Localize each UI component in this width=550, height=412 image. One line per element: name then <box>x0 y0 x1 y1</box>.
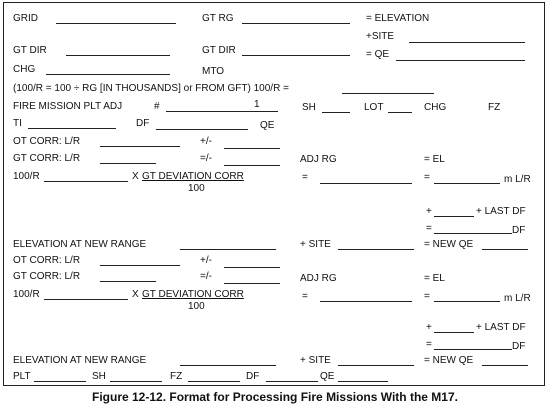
hundred-r-label-2: 100/R <box>13 289 40 300</box>
plus-label-2: + <box>426 322 432 333</box>
gt-rg-label: GT RG <box>202 13 234 24</box>
ot-corr-pm-field[interactable] <box>224 148 280 149</box>
df-field-bottom[interactable] <box>266 381 318 382</box>
ti-label: TI <box>13 118 22 129</box>
gt-rg-field[interactable] <box>242 23 350 24</box>
ot-corr-label: OT CORR: L/R <box>13 136 81 147</box>
lot-label: LOT <box>364 102 384 113</box>
qe-field[interactable] <box>396 60 525 61</box>
gt-corr-field[interactable] <box>100 163 156 164</box>
chg-label: CHG <box>13 64 36 75</box>
gt-dir-label-left: GT DIR <box>13 45 47 56</box>
site-field[interactable] <box>409 42 525 43</box>
elevation-new-range-label: ELEVATION AT NEW RANGE <box>13 239 147 250</box>
hundred-label: 100 <box>188 183 205 194</box>
gt-deviation-corr-label-2: GT DEVIATION CORR <box>142 289 244 300</box>
fz-label: FZ <box>488 102 501 113</box>
gt-corr-label-2: GT CORR: L/R <box>13 271 81 282</box>
plus-site-field[interactable] <box>338 249 414 250</box>
gt-dir-field-right[interactable] <box>242 55 350 56</box>
qe-label-bottom: QE <box>320 371 335 382</box>
fz-label-bottom: FZ <box>170 371 183 382</box>
chg-label-2: CHG <box>424 102 447 113</box>
last-df-label: + LAST DF <box>476 206 526 217</box>
qe-label-2: QE <box>260 120 275 131</box>
adj-rg-result-field-2[interactable] <box>320 301 412 302</box>
hundred-r-field-2[interactable] <box>44 299 128 300</box>
plt-field[interactable] <box>34 381 86 382</box>
mto-label: MTO <box>202 66 225 77</box>
hundred-r-field[interactable] <box>44 181 128 182</box>
plus-field-2[interactable] <box>434 332 474 333</box>
hundred-label-2: 100 <box>188 301 205 312</box>
eq3-label-2: = <box>426 339 432 350</box>
ti-field[interactable] <box>28 128 116 129</box>
fire-mission-label: FIRE MISSION PLT ADJ <box>13 101 123 112</box>
adj-rg-label: ADJ RG <box>300 154 337 165</box>
ot-corr-pm-field-2[interactable] <box>224 267 280 268</box>
plus-site-label-2: + SITE <box>300 355 331 366</box>
df-result-field-2[interactable] <box>434 349 512 350</box>
eq3-label: = <box>426 223 432 234</box>
fire-mission-form <box>3 2 545 386</box>
new-qe-label-2: = NEW QE <box>424 355 474 366</box>
mission-number-value: 1 <box>254 99 260 110</box>
ot-corr-field-2[interactable] <box>100 265 180 266</box>
elevation-new-range-label-2: ELEVATION AT NEW RANGE <box>13 355 147 366</box>
gt-deviation-corr-label: GT DEVIATION CORR <box>142 171 244 182</box>
eq2-label: = <box>424 172 430 183</box>
qe-label: = QE <box>366 49 390 60</box>
df-result-field[interactable] <box>434 233 512 234</box>
df-label: DF <box>136 118 150 129</box>
plus-minus-label: +/- <box>200 136 212 147</box>
plus-label: + <box>426 206 432 217</box>
sh-label-bottom: SH <box>92 371 106 382</box>
x-label: X <box>132 171 139 182</box>
elevation-label: = ELEVATION <box>366 13 430 24</box>
plus-site-label: + SITE <box>300 239 331 250</box>
eq2-label-2: = <box>424 291 430 302</box>
df-result-label: DF <box>512 225 526 236</box>
x-label-2: X <box>132 289 139 300</box>
grid-label: GRID <box>13 13 38 24</box>
hash-label: # <box>154 101 160 112</box>
plus-site-field-2[interactable] <box>338 365 414 366</box>
m-lr-label-2: m L/R <box>504 293 531 304</box>
grid-field[interactable] <box>56 23 176 24</box>
eq1-label-2: = <box>302 291 308 302</box>
mission-number-field[interactable] <box>166 111 278 112</box>
m-lr-label: m L/R <box>504 174 531 185</box>
mlr-field-2[interactable] <box>434 301 500 302</box>
site-label: +SITE <box>366 31 395 42</box>
eq1-label: = <box>302 172 308 183</box>
ot-corr-label-2: OT CORR: L/R <box>13 255 81 266</box>
adj-rg-result-field[interactable] <box>320 183 412 184</box>
gt-dir-field-left[interactable] <box>66 55 170 56</box>
sh-label: SH <box>302 102 316 113</box>
plus-minus-label-2: +/- <box>200 255 212 266</box>
chg-field[interactable] <box>46 74 170 75</box>
sh-field-bottom[interactable] <box>110 381 162 382</box>
new-qe-field[interactable] <box>482 249 528 250</box>
last-df-label-2: + LAST DF <box>476 322 526 333</box>
gt-corr-pm-field-2[interactable] <box>224 283 280 284</box>
new-qe-label: = NEW QE <box>424 239 474 250</box>
formula-label: (100/R = 100 ÷ RG [IN THOUSANDS] or FROM GFT) 100/R = <box>13 83 289 94</box>
df-result-label-2: DF <box>512 341 526 352</box>
plus-field[interactable] <box>434 216 474 217</box>
qe-field-bottom[interactable] <box>338 381 388 382</box>
gt-corr-field-2[interactable] <box>100 281 156 282</box>
mlr-field[interactable] <box>434 183 500 184</box>
sh-field[interactable] <box>322 112 350 113</box>
lot-field[interactable] <box>388 112 412 113</box>
gt-corr-label: GT CORR: L/R <box>13 153 81 164</box>
eq-el-label: = EL <box>424 154 445 165</box>
adj-rg-label-2: ADJ RG <box>300 273 337 284</box>
df-label-bottom: DF <box>246 371 260 382</box>
hundred-over-r-field[interactable] <box>342 93 434 94</box>
eq-pm-label: =/- <box>200 153 212 164</box>
ot-corr-field[interactable] <box>100 146 180 147</box>
gt-dir-label-right: GT DIR <box>202 45 236 56</box>
fz-field-bottom[interactable] <box>188 381 240 382</box>
eq-pm-label-2: =/- <box>200 271 212 282</box>
eq-el-label-2: = EL <box>424 273 445 284</box>
figure-caption: Figure 12-12. Format for Processing Fire Missions With the M17. <box>92 390 458 404</box>
df-field[interactable] <box>156 129 248 130</box>
new-qe-field-2[interactable] <box>482 365 528 366</box>
gt-corr-pm-field[interactable] <box>224 165 280 166</box>
elevation-new-range-field[interactable] <box>180 249 276 250</box>
hundred-r-label: 100/R <box>13 171 40 182</box>
plt-label: PLT <box>13 371 31 382</box>
elevation-new-range-field-2[interactable] <box>180 365 276 366</box>
